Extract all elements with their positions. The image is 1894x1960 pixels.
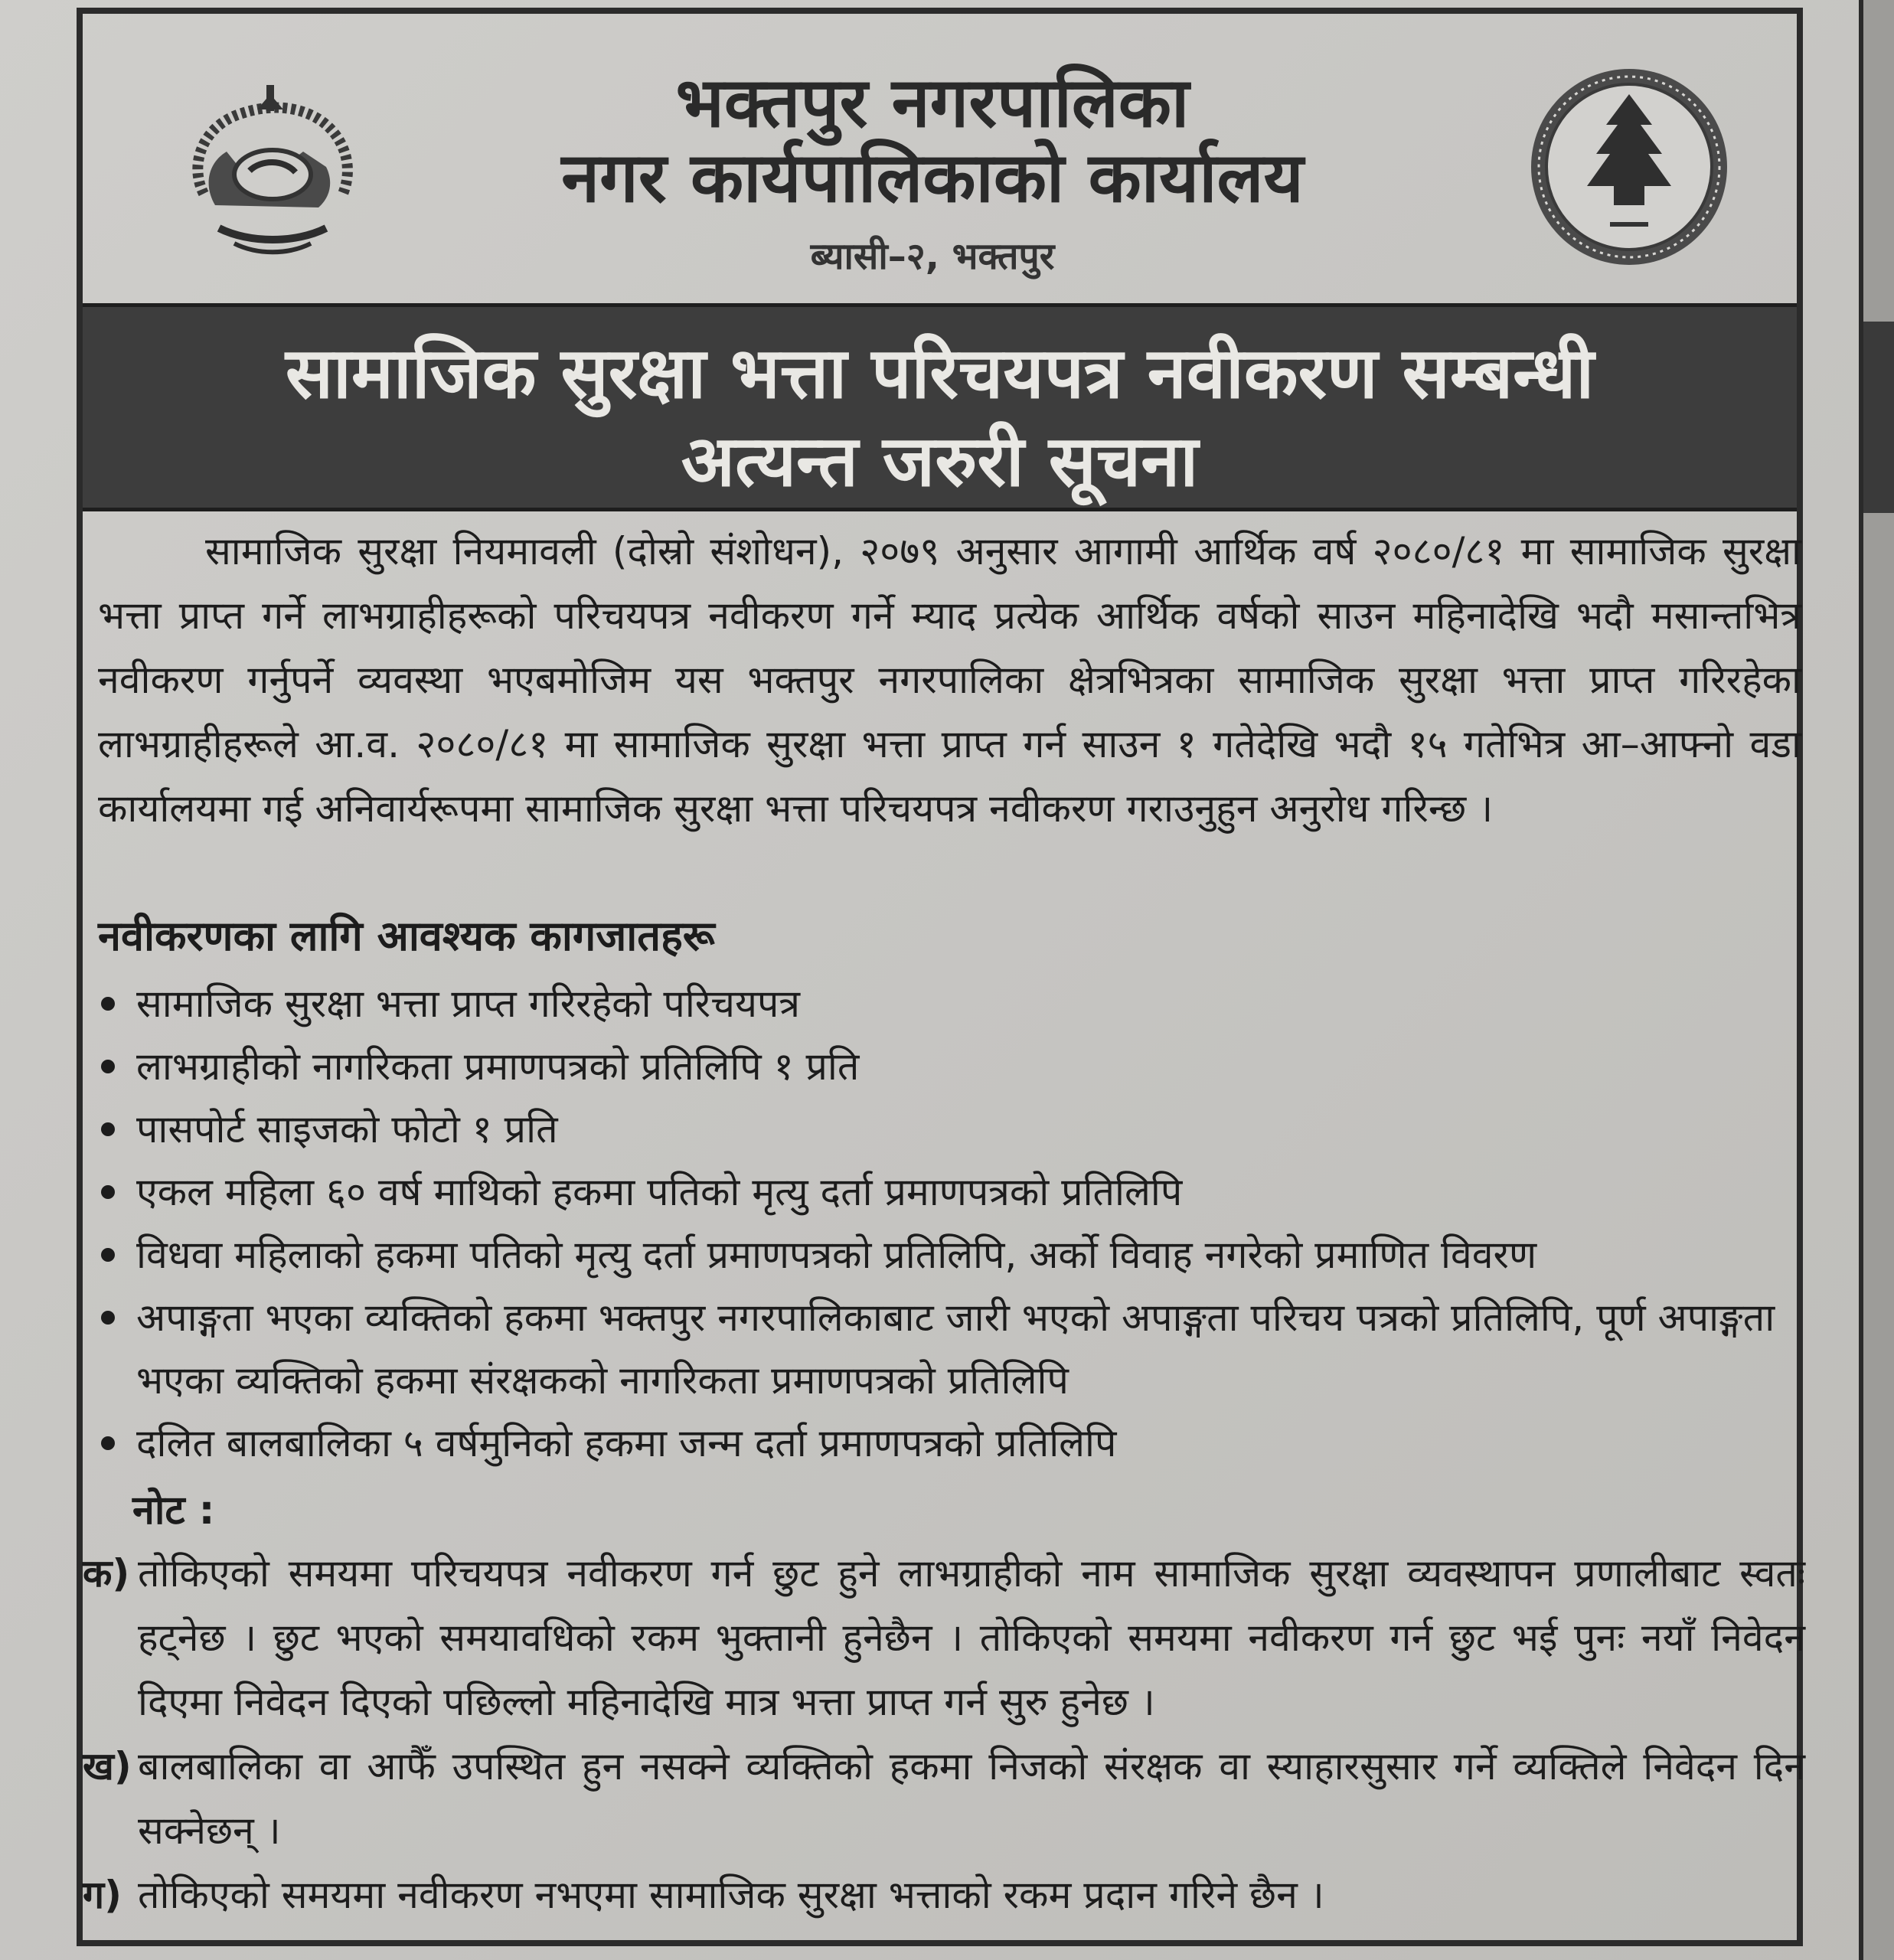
document-item-text: अपाङ्गता भएका व्यक्तिको हकमा भक्तपुर नगरपालिकाबाट जारी भएको अपाङ्गता परिचय पत्रको प्रतिलिपि, पूर्ण अपाङ्गता भएका व्यक्तिको हकमा संरक्षकको नागरिकता प्रमाणपत्रको प्रतिलिपि (136, 1295, 1775, 1403)
list-item (98, 1286, 1801, 1412)
document-item-text: विधवा महिलाको हकमा पतिको मृत्यु दर्ता प्रमाणपत्रको प्रतिलिपि, अर्को विवाह नगरेको प्रमाणित विवरण (136, 1233, 1537, 1277)
office-name: नगर कार्यपालिकाको कार्यालय (561, 138, 1304, 218)
list-item (98, 1098, 1801, 1161)
office-address: ब्यासी–२, भक्तपुर (810, 235, 1055, 278)
document-item-text: सामाजिक सुरक्षा भत्ता प्राप्त गरिरहेको परिचयपत्र (136, 982, 800, 1026)
municipality-seal-icon (1526, 64, 1732, 270)
adjacent-column-edge (1859, 0, 1894, 1960)
bullet-icon (101, 1311, 115, 1325)
note-text: तोकिएको समयमा नवीकरण नभएमा सामाजिक सुरक्षा भत्ताको रकम प्रदान गरिने छैन । (138, 1873, 1324, 1917)
nepal-emblem-icon (173, 79, 372, 263)
document-item-text: लाभग्राहीको नागरिकता प्रमाणपत्रको प्रतिलिपि १ प्रति (136, 1044, 860, 1089)
note-marker: ख) (83, 1744, 132, 1788)
note-text: तोकिएको समयमा परिचयपत्र नवीकरण गर्न छुट हुने लाभग्राहीको नाम सामाजिक सुरक्षा व्यवस्थापन प्रणालीबाट स्वतः हट्नेछ । छुट भएको समयावधिको रकम भुक्तानी हुनेछैन । तोकिएको समयमा नवीकरण गर्न छुट भई पुनः नयाँ निवेदन दिएमा निवेदन दिएको पछिल्लो महिनादेखि मात्र भत्ता प्राप्त गर्न सुरु हुनेछ । (138, 1551, 1805, 1724)
document-item-text: दलित बालबालिका ५ वर्षमुनिको हकमा जन्म दर्ता प्रमाणपत्रको प्रतिलिपि (136, 1421, 1117, 1465)
list-item (98, 1412, 1801, 1475)
document-item-text: एकल महिला ६० वर्ष माथिको हकमा पतिको मृत्यु दर्ता प्रमाणपत्रको प्रतिलिपि (136, 1170, 1183, 1214)
bullet-icon (101, 1060, 115, 1073)
bullet-icon (101, 1122, 115, 1136)
notice-title-banner (83, 303, 1797, 511)
note-marker: ग) (83, 1873, 122, 1917)
notes-list (83, 1541, 1805, 1927)
municipality-name: भक्तपुर नगरपालिका (675, 63, 1190, 143)
list-item (98, 972, 1801, 1035)
list-item (98, 1223, 1801, 1286)
public-notice (77, 8, 1803, 1946)
notice-header (83, 14, 1797, 301)
note-text: बालबालिका वा आफैँ उपस्थित हुन नसक्ने व्यक्तिको हकमा निजको संरक्षक वा स्याहारसुसार गर्ने व्यक्तिले निवेदन दिन सक्नेछन् । (138, 1744, 1805, 1853)
notice-subtitle: अत्यन्त जरुरी सूचना (681, 420, 1199, 502)
note-item (83, 1863, 1805, 1927)
notice-body-paragraph: सामाजिक सुरक्षा नियमावली (दोस्रो संशोधन), २०७९ अनुसार आगामी आर्थिक वर्ष २०८०/८१ मा सामाजिक सुरक्षा भत्ता प्राप्त गर्ने लाभग्राहीहरूको परिचयपत्र नवीकरण गर्ने म्याद प्रत्येक आर्थिक वर्षको साउन महिनादेखि भदौ मसान्तभित्र नवीकरण गर्नुपर्ने व्यवस्था भएबमोजिम यस भक्तपुर नगरपालिका क्षेत्रभित्रका सामाजिक सुरक्षा भत्ता प्राप्त गरिरहेका लाभग्राहीहरूले आ.व. २०८०/८१ मा सामाजिक सुरक्षा भत्ता प्राप्त गर्न साउन १ गतेदेखि भदौ १५ गतेभित्र आ–आफ्नो वडा कार्यालयमा गई अनिवार्यरूपमा सामाजिक सुरक्षा भत्ता परिचयपत्र नवीकरण गराउनुहुन अनुरोध गरिन्छ । (98, 529, 1801, 831)
bullet-icon (101, 1436, 115, 1450)
required-documents-list (98, 972, 1801, 1475)
note-label: नोट : (132, 1488, 215, 1534)
note-item (83, 1541, 1805, 1734)
bullet-icon (101, 997, 115, 1011)
list-item (98, 1035, 1801, 1098)
bullet-icon (101, 1185, 115, 1199)
notice-title: सामाजिक सुरक्षा भत्ता परिचयपत्र नवीकरण सम्बन्धी (285, 332, 1595, 414)
document-item-text: पासपोर्ट साइजको फोटो १ प्रति (136, 1107, 558, 1152)
adjacent-column-band (1863, 322, 1894, 513)
note-marker: क) (83, 1551, 130, 1596)
note-item (83, 1734, 1805, 1863)
bullet-icon (101, 1248, 115, 1262)
list-item (98, 1161, 1801, 1223)
required-documents-heading: नवीकरणका लागि आवश्यक कागजातहरू (98, 912, 715, 960)
